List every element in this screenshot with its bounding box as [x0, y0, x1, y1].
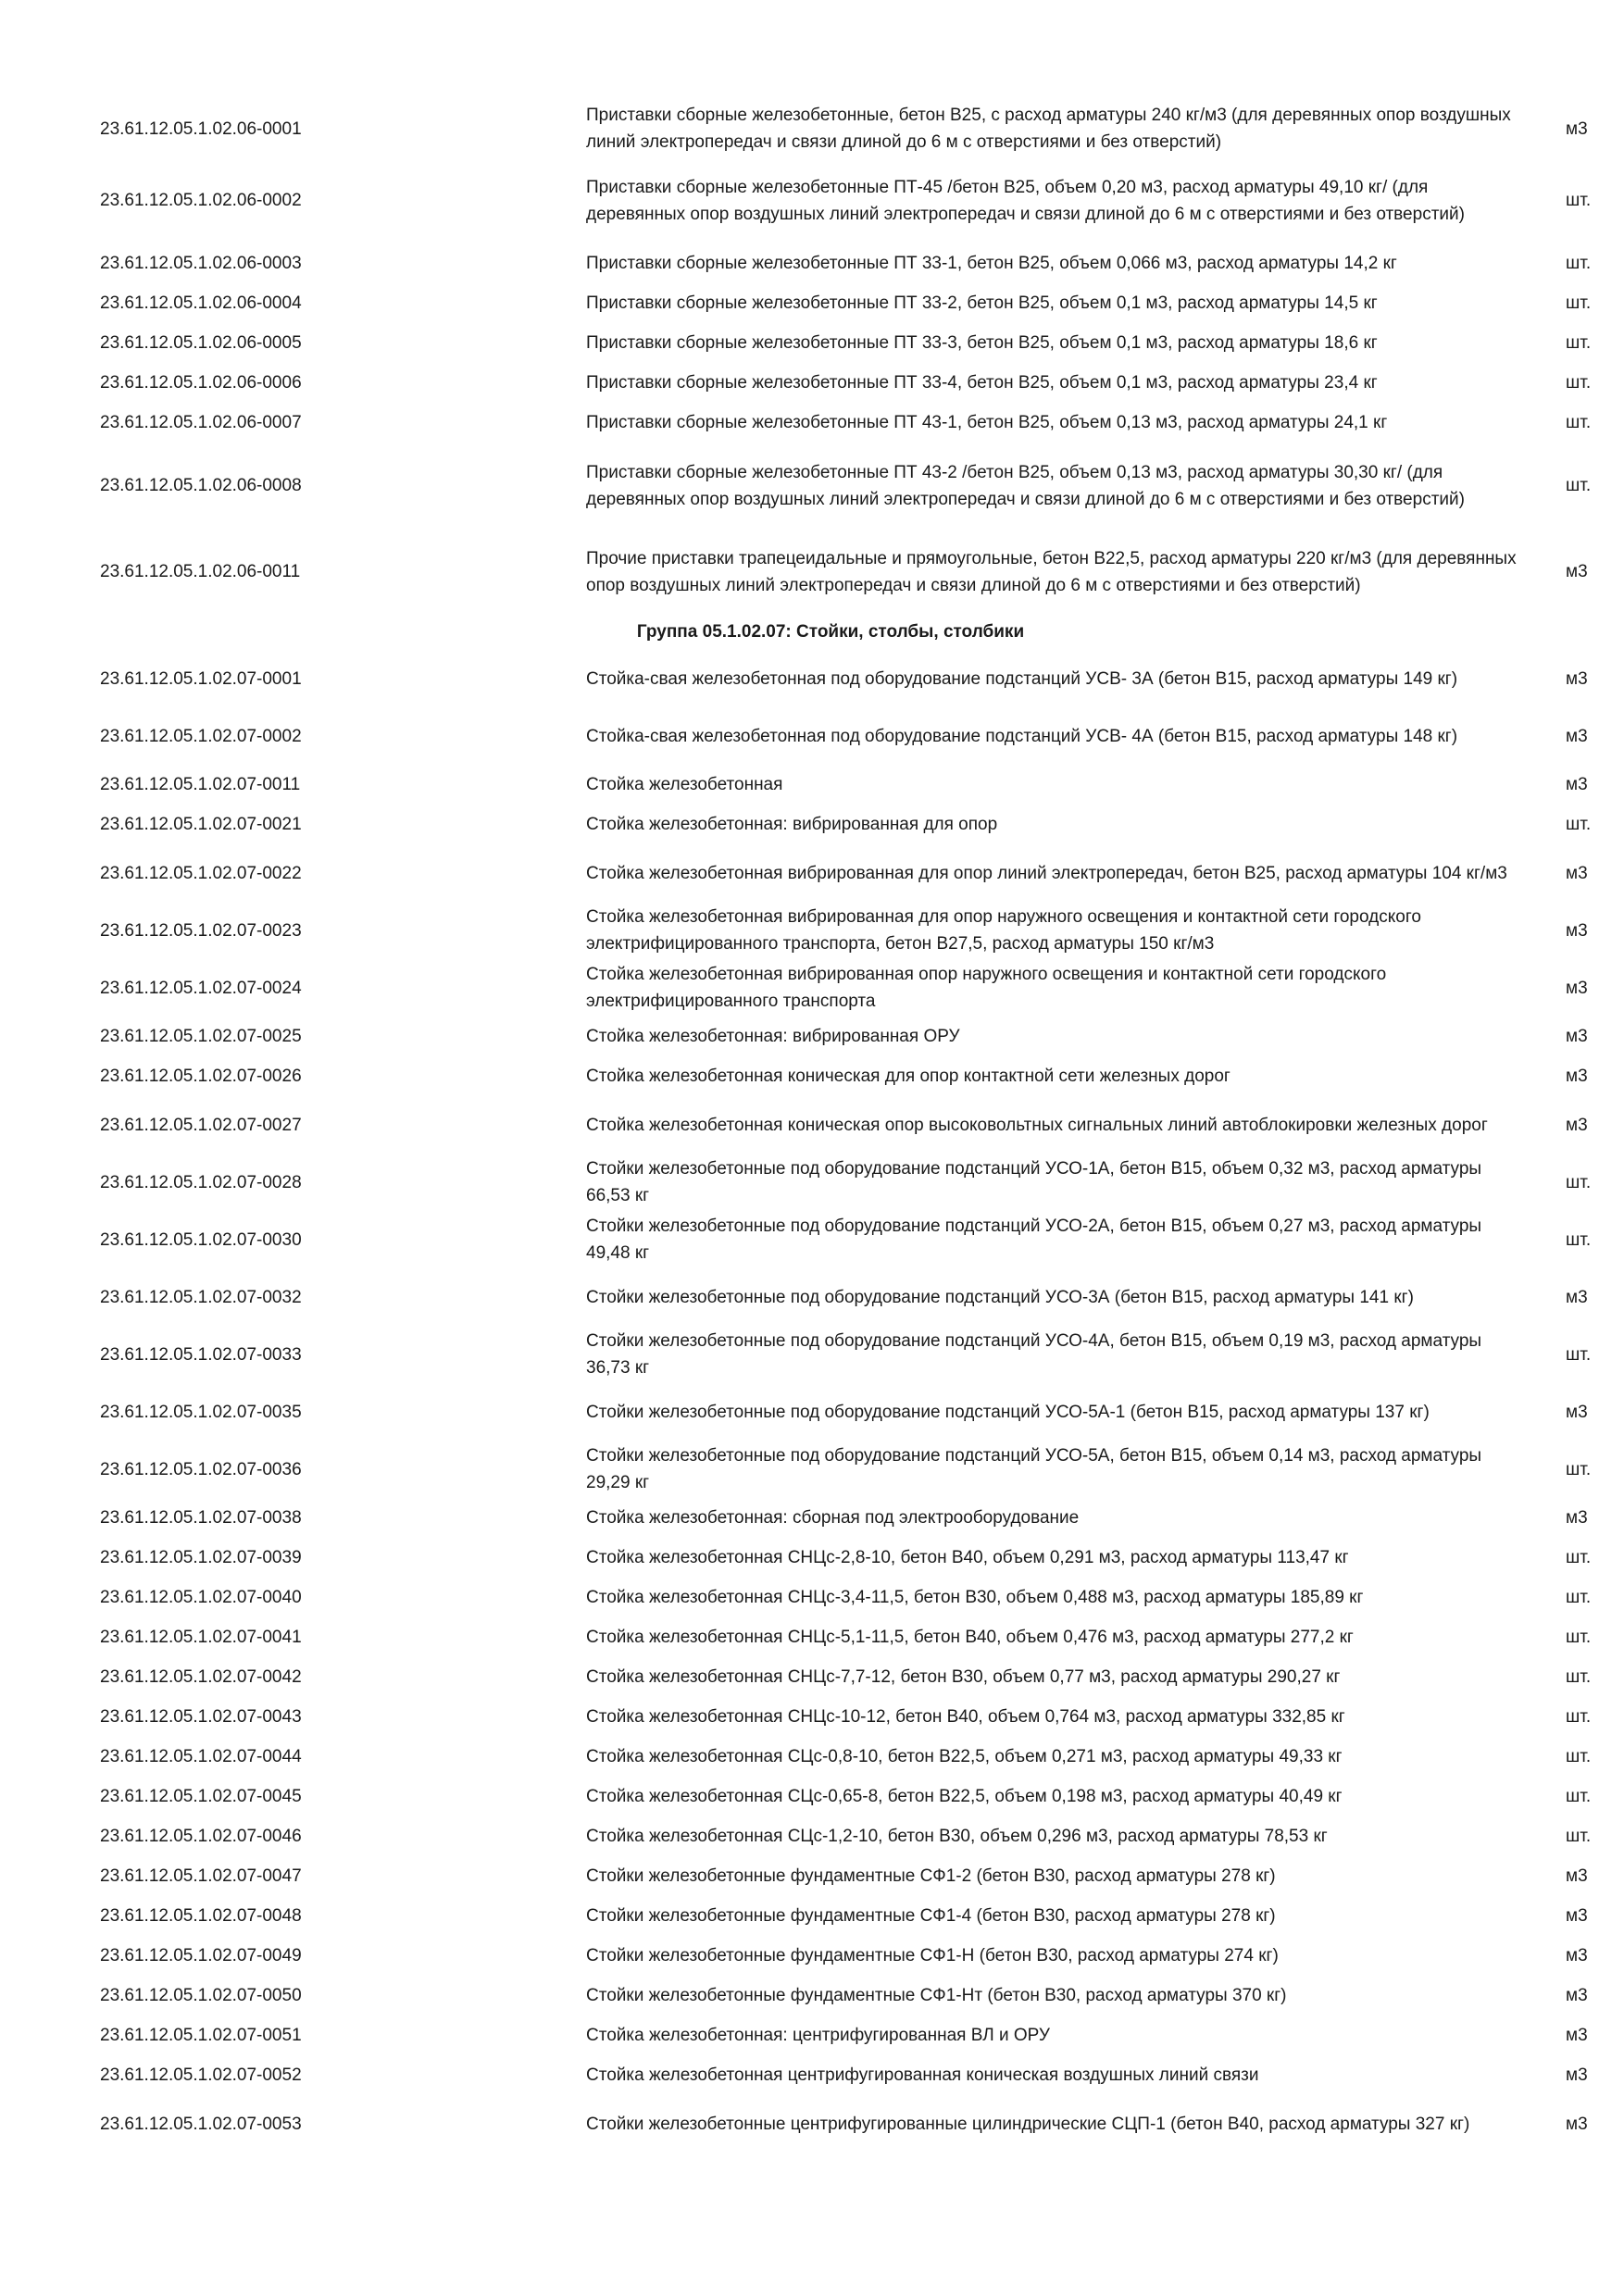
resource-code: 23.61.12.05.1.02.07-0011	[100, 775, 301, 794]
table-row	[0, 805, 1624, 844]
resource-name: Стойка железобетонная вибрированная для опор наружного освещения и контактной сети городского электрифицированного транспорта, бетон В27,5, расход арматуры 150 кг/м3	[586, 907, 1421, 954]
resource-unit: м3	[1566, 119, 1588, 139]
resource-code: 23.61.12.05.1.02.07-0022	[100, 863, 302, 883]
resource-unit: шт.	[1566, 1548, 1592, 1567]
table-row	[0, 2095, 1624, 2152]
table-row	[0, 1056, 1624, 1096]
table-row	[0, 1383, 1624, 1441]
resource-name: Приставки сборные железобетонные ПТ 33-4, бетон В25, объем 0,1 м3, расход арматуры 23,4 кг	[586, 373, 1378, 393]
resource-code: 23.61.12.05.1.02.06-0001	[100, 119, 302, 139]
resource-unit: шт.	[1566, 254, 1592, 273]
resource-unit: шт.	[1566, 1459, 1592, 1479]
resource-name: Стойка железобетонная вибрированная для опор линий электропередач, бетон В25, расход арматуры 104 кг/м3	[586, 863, 1507, 883]
resource-code: 23.61.12.05.1.02.07-0039	[100, 1548, 302, 1567]
resource-name: Стойка железобетонная вибрированная опор наружного освещения и контактной сети городского электрифицированного транспорта	[586, 965, 1387, 1011]
resource-name: Приставки сборные железобетонные ПТ 33-1, бетон В25, объем 0,066 м3, расход арматуры 14,2 кг	[586, 254, 1397, 273]
resource-unit: м3	[1566, 562, 1588, 581]
resource-code: 23.61.12.05.1.02.06-0003	[100, 254, 302, 273]
resource-name: Стойка железобетонная: вибрированная ОРУ	[586, 1027, 960, 1046]
resource-unit: шт.	[1566, 1747, 1592, 1766]
resource-table	[0, 100, 1624, 2152]
resource-code: 23.61.12.05.1.02.07-0048	[100, 1906, 302, 1926]
resource-unit: шт.	[1566, 1667, 1592, 1687]
table-row	[0, 1017, 1624, 1056]
resource-unit: шт.	[1566, 413, 1592, 432]
table-row	[0, 283, 1624, 323]
resource-unit: м3	[1566, 1866, 1588, 1886]
table-row	[0, 1498, 1624, 1538]
resource-code: 23.61.12.05.1.02.07-0033	[100, 1344, 302, 1365]
table-row	[0, 363, 1624, 403]
table-row	[0, 1096, 1624, 1154]
resource-unit: м3	[1566, 920, 1588, 941]
resource-unit: м3	[1566, 2114, 1588, 2134]
resource-code: 23.61.12.05.1.02.07-0002	[100, 726, 302, 746]
resource-name: Стойка железобетонная СНЦс-7,7-12, бетон В30, объем 0,77 м3, расход арматуры 290,27 кг	[586, 1667, 1341, 1687]
resource-code: 23.61.12.05.1.02.07-0051	[100, 2026, 302, 2045]
resource-unit: м3	[1566, 1402, 1588, 1422]
resource-code: 23.61.12.05.1.02.07-0035	[100, 1402, 302, 1422]
resource-unit: м3	[1566, 1115, 1588, 1135]
resource-unit: м3	[1566, 2026, 1588, 2045]
resource-unit: м3	[1566, 2065, 1588, 2085]
resource-code: 23.61.12.05.1.02.07-0049	[100, 1946, 302, 1965]
table-row	[0, 1441, 1624, 1498]
table-row	[0, 1617, 1624, 1657]
rows-group-07	[0, 650, 1624, 2152]
resource-unit: шт.	[1566, 1344, 1592, 1365]
resource-unit: шт.	[1566, 1707, 1592, 1727]
resource-name: Стойка железобетонная СНЦс-5,1-11,5, бетон В40, объем 0,476 м3, расход арматуры 277,2 кг	[586, 1628, 1354, 1647]
table-row	[0, 902, 1624, 959]
table-row	[0, 1936, 1624, 1976]
resource-name: Прочие приставки трапецеидальные и прямоугольные, бетон В22,5, расход арматуры 220 кг/м3 (для деревянных опор воздушных линий электропередач и связи длиной до 6 м с отверстиями и без отверстий)	[586, 548, 1517, 595]
table-row	[0, 1538, 1624, 1578]
table-row	[0, 1976, 1624, 2015]
resource-name: Стойка железобетонная центрифугированная коническая воздушных линий связи	[586, 2065, 1259, 2085]
resource-name: Стойки железобетонные под оборудование подстанций УСО-1А, бетон В15, объем 0,32 м3, расход арматуры 66,53 кг	[586, 1159, 1482, 1205]
resource-code: 23.61.12.05.1.02.07-0024	[100, 978, 302, 998]
resource-unit: шт.	[1566, 1827, 1592, 1846]
table-row	[0, 243, 1624, 283]
table-row	[0, 1856, 1624, 1896]
resource-name: Стойка железобетонная: вибрированная для опор	[586, 815, 998, 834]
resource-code: 23.61.12.05.1.02.06-0011	[100, 562, 301, 581]
resource-unit: м3	[1566, 978, 1588, 998]
rows-group-06	[0, 100, 1624, 615]
resource-code: 23.61.12.05.1.02.07-0028	[100, 1172, 302, 1192]
resource-unit: м3	[1566, 726, 1588, 746]
table-row	[0, 100, 1624, 157]
resource-name: Стойка железобетонная	[586, 775, 783, 794]
table-row	[0, 650, 1624, 707]
resource-code: 23.61.12.05.1.02.06-0004	[100, 293, 302, 313]
table-row	[0, 707, 1624, 765]
resource-unit: м3	[1566, 1287, 1588, 1307]
resource-code: 23.61.12.05.1.02.06-0006	[100, 373, 302, 393]
table-row	[0, 157, 1624, 243]
resource-name: Приставки сборные железобетонные ПТ 33-3, бетон В25, объем 0,1 м3, расход арматуры 18,6 кг	[586, 333, 1378, 353]
resource-code: 23.61.12.05.1.02.07-0026	[100, 1067, 302, 1086]
resource-unit: шт.	[1566, 1229, 1592, 1250]
table-row	[0, 959, 1624, 1017]
resource-unit: шт.	[1566, 1588, 1592, 1607]
resource-name: Стойка железобетонная: сборная под электрооборудование	[586, 1508, 1080, 1528]
resource-code: 23.61.12.05.1.02.06-0008	[100, 476, 302, 495]
resource-name: Стойка железобетонная СНЦс-3,4-11,5, бетон В30, объем 0,488 м3, расход арматуры 185,89 кг	[586, 1588, 1364, 1607]
resource-unit: м3	[1566, 863, 1588, 883]
resource-unit: шт.	[1566, 1787, 1592, 1806]
table-row	[0, 1578, 1624, 1617]
resource-unit: шт.	[1566, 815, 1592, 834]
resource-name: Стойка железобетонная СЦс-0,65-8, бетон В22,5, объем 0,198 м3, расход арматуры 40,49 кг	[586, 1787, 1343, 1806]
resource-name: Стойка железобетонная: центрифугированная ВЛ и ОРУ	[586, 2026, 1050, 2045]
resource-code: 23.61.12.05.1.02.07-0023	[100, 920, 302, 941]
resource-unit: шт.	[1566, 1172, 1592, 1192]
resource-code: 23.61.12.05.1.02.06-0007	[100, 413, 302, 432]
resource-name: Стойка-свая железобетонная под оборудование подстанций УСВ- 3А (бетон В15, расход арматуры 149 кг)	[586, 668, 1458, 689]
table-row	[0, 765, 1624, 805]
resource-name: Стойки железобетонные под оборудование подстанций УСО-3А (бетон В15, расход арматуры 141 кг)	[586, 1287, 1414, 1307]
resource-unit: шт.	[1566, 191, 1592, 210]
resource-code: 23.61.12.05.1.02.06-0005	[100, 333, 302, 353]
resource-unit: шт.	[1566, 476, 1592, 495]
resource-name: Стойки железобетонные под оборудование подстанций УСО-2А, бетон В15, объем 0,27 м3, расход арматуры 49,48 кг	[586, 1217, 1482, 1263]
table-row	[0, 323, 1624, 363]
resource-unit: м3	[1566, 775, 1588, 794]
resource-name: Стойка железобетонная СЦс-1,2-10, бетон В30, объем 0,296 м3, расход арматуры 78,53 кг	[586, 1827, 1328, 1846]
table-row	[0, 1737, 1624, 1777]
resource-code: 23.61.12.05.1.02.07-0044	[100, 1747, 302, 1766]
resource-unit: шт.	[1566, 293, 1592, 313]
resource-code: 23.61.12.05.1.02.07-0021	[100, 815, 302, 834]
resource-name: Стойки железобетонные центрифугированные цилиндрические СЦП-1 (бетон В40, расход арматуры 327 кг)	[586, 2114, 1470, 2134]
resource-code: 23.61.12.05.1.02.07-0042	[100, 1667, 302, 1687]
resource-name: Стойка железобетонная СНЦс-10-12, бетон В40, объем 0,764 м3, расход арматуры 332,85 кг	[586, 1707, 1345, 1727]
table-row	[0, 1816, 1624, 1856]
resource-code: 23.61.12.05.1.02.07-0043	[100, 1707, 302, 1727]
resource-unit: м3	[1566, 1986, 1588, 2005]
group-header: Группа 05.1.02.07: Стойки, столбы, столбики	[636, 622, 1025, 642]
resource-code: 23.61.12.05.1.02.07-0025	[100, 1027, 302, 1046]
resource-name: Приставки сборные железобетонные ПТ 43-2 /бетон В25, объем 0,13 м3, расход арматуры 30,30 кг/ (для деревянных опор воздушных линий электропередач и связи длиной до 6 м с отверстиями и без отверстий)	[586, 462, 1465, 509]
resource-name: Стойка железобетонная коническая опор высоковольтных сигнальных линий автоблокировки железных дорог	[586, 1115, 1488, 1135]
resource-name: Приставки сборные железобетонные ПТ-45 /бетон В25, объем 0,20 м3, расход арматуры 49,10 кг/ (для деревянных опор воздушных линий электропередач и связи длиной до 6 м с отверстиями и без отверстий)	[586, 177, 1465, 224]
resource-unit: м3	[1566, 668, 1588, 689]
table-row	[0, 529, 1624, 615]
table-row	[0, 1657, 1624, 1697]
resource-code: 23.61.12.05.1.02.07-0046	[100, 1827, 302, 1846]
resource-unit: м3	[1566, 1067, 1588, 1086]
resource-name: Стойки железобетонные фундаментные СФ1-Н (бетон В30, расход арматуры 274 кг)	[586, 1946, 1279, 1965]
resource-code: 23.61.12.05.1.02.07-0040	[100, 1588, 302, 1607]
resource-code: 23.61.12.05.1.02.07-0038	[100, 1508, 302, 1528]
resource-code: 23.61.12.05.1.02.07-0001	[100, 668, 302, 689]
resource-code: 23.61.12.05.1.02.06-0002	[100, 191, 302, 210]
resource-name: Стойка железобетонная СНЦс-2,8-10, бетон В40, объем 0,291 м3, расход арматуры 113,47 кг	[586, 1548, 1349, 1567]
table-row	[0, 443, 1624, 529]
resource-code: 23.61.12.05.1.02.07-0027	[100, 1115, 302, 1135]
table-row	[0, 1154, 1624, 1211]
resource-name: Стойка железобетонная коническая для опор контактной сети железных дорог	[586, 1067, 1230, 1086]
resource-unit: м3	[1566, 1508, 1588, 1528]
resource-name: Стойка железобетонная СЦс-0,8-10, бетон В22,5, объем 0,271 м3, расход арматуры 49,33 кг	[586, 1747, 1343, 1766]
resource-name: Стойки железобетонные фундаментные СФ1-Нт (бетон В30, расход арматуры 370 кг)	[586, 1986, 1287, 2005]
table-row	[0, 844, 1624, 902]
resource-code: 23.61.12.05.1.02.07-0030	[100, 1229, 302, 1250]
resource-code: 23.61.12.05.1.02.07-0032	[100, 1287, 302, 1307]
table-row	[0, 1697, 1624, 1737]
resource-name: Приставки сборные железобетонные ПТ 33-2, бетон В25, объем 0,1 м3, расход арматуры 14,5 кг	[586, 293, 1378, 313]
resource-name: Приставки сборные железобетонные, бетон В25, с расход арматуры 240 кг/м3 (для деревянных опор воздушных линий электропередач и связи длиной до 6 м с отверстиями и без отверстий)	[586, 106, 1511, 152]
resource-name: Стойки железобетонные под оборудование подстанций УСО-4А, бетон В15, объем 0,19 м3, расход арматуры 36,73 кг	[586, 1331, 1482, 1378]
resource-code: 23.61.12.05.1.02.07-0052	[100, 2065, 302, 2085]
resource-code: 23.61.12.05.1.02.07-0050	[100, 1986, 302, 2005]
resource-code: 23.61.12.05.1.02.07-0053	[100, 2114, 302, 2134]
table-row	[0, 2055, 1624, 2095]
resource-unit: шт.	[1566, 333, 1592, 353]
resource-unit: м3	[1566, 1946, 1588, 1965]
resource-code: 23.61.12.05.1.02.07-0041	[100, 1628, 302, 1647]
resource-name: Стойки железобетонные под оборудование подстанций УСО-5А-1 (бетон В15, расход арматуры 137 кг)	[586, 1402, 1430, 1422]
resource-unit: м3	[1566, 1027, 1588, 1046]
resource-code: 23.61.12.05.1.02.07-0045	[100, 1787, 302, 1806]
table-row	[0, 403, 1624, 443]
table-row	[0, 1777, 1624, 1816]
resource-name: Стойка-свая железобетонная под оборудование подстанций УСВ- 4А (бетон В15, расход арматуры 148 кг)	[586, 726, 1458, 746]
resource-name: Приставки сборные железобетонные ПТ 43-1, бетон В25, объем 0,13 м3, расход арматуры 24,1 кг	[586, 413, 1388, 432]
table-row	[0, 2015, 1624, 2055]
resource-unit: шт.	[1566, 373, 1592, 393]
resource-name: Стойки железобетонные фундаментные СФ1-4 (бетон В30, расход арматуры 278 кг)	[586, 1906, 1276, 1926]
resource-name: Стойки железобетонные фундаментные СФ1-2 (бетон В30, расход арматуры 278 кг)	[586, 1866, 1276, 1886]
resource-code: 23.61.12.05.1.02.07-0036	[100, 1459, 302, 1479]
table-row	[0, 1326, 1624, 1383]
resource-unit: шт.	[1566, 1628, 1592, 1647]
table-row	[0, 1268, 1624, 1326]
table-row	[0, 1896, 1624, 1936]
table-row	[0, 1211, 1624, 1268]
resource-code: 23.61.12.05.1.02.07-0047	[100, 1866, 302, 1886]
resource-name: Стойки железобетонные под оборудование подстанций УСО-5А, бетон В15, объем 0,14 м3, расход арматуры 29,29 кг	[586, 1446, 1482, 1492]
resource-unit: м3	[1566, 1906, 1588, 1926]
